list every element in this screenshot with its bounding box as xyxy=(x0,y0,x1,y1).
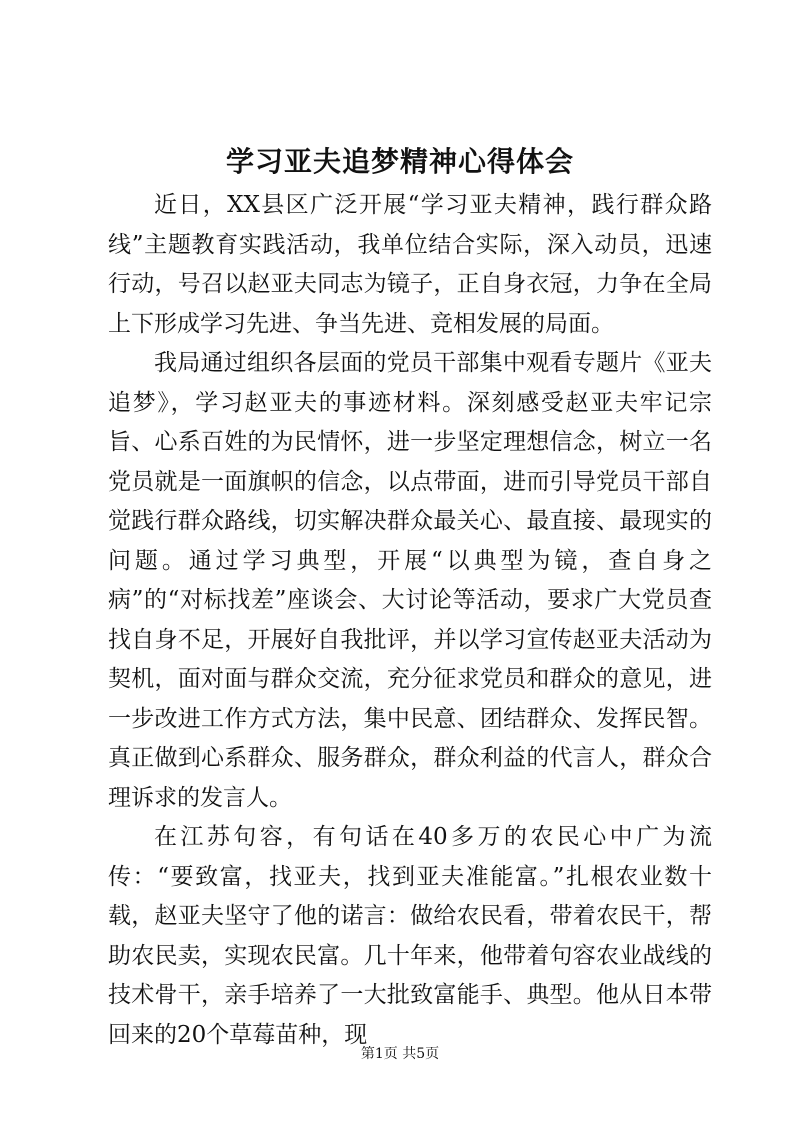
paragraph-1: 近日，XX县区广泛开展“学习亚夫精神，践行群众路线”主题教育实践活动，我单位结合实际，深入动员，迅速行动，号召以赵亚夫同志为镜子，正自身衣冠，力争在全局上下形成学习先进、争当先进、竞相发展的局面。 xyxy=(108,192,712,337)
document-body xyxy=(108,186,712,1055)
document-title: 学习亚夫追梦精神心得体会 xyxy=(225,145,574,178)
paragraph-2: 我局通过组织各层面的党员干部集中观看专题片《亚夫追梦》，学习赵亚夫的事迹材料。深刻感受赵亚夫牢记宗旨、心系百姓的为民情怀，进一步坚定理想信念，树立一名党员就是一面旗帜的信念，以点带面，进而引导党员干部自觉践行群众路线，切实解决群众最关心、最直接、最现实的问题。通过学习典型，开展“以典型为镜，查自身之病”的“对标找差”座谈会、大讨论等活动，要求广大党员查找自身不足，开展好自我批评，并以学习宣传赵亚夫活动为契机，面对面与群众交流，充分征求党员和群众的意见，进一步改进工作方式方法，集中民意、团结群众、发挥民智。真正做到心系群众、服务群众，群众利益的代言人，群众合理诉求的发言人。 xyxy=(108,350,712,811)
page-number-footer: 第1页 共5页 xyxy=(360,1046,440,1062)
paragraph-3: 在江苏句容，有句话在40多万的农民心中广为流传：“要致富，找亚夫，找到亚夫准能富。”扎根农业数十载，赵亚夫坚守了他的诺言：做给农民看，带着农民干，帮助农民卖，实现农民富。几十年来，他带着句容农业战线的技术骨干，亲手培养了一大批致富能手、典型。他从日本带回来的20个草莓苗种，现 xyxy=(108,824,712,1048)
